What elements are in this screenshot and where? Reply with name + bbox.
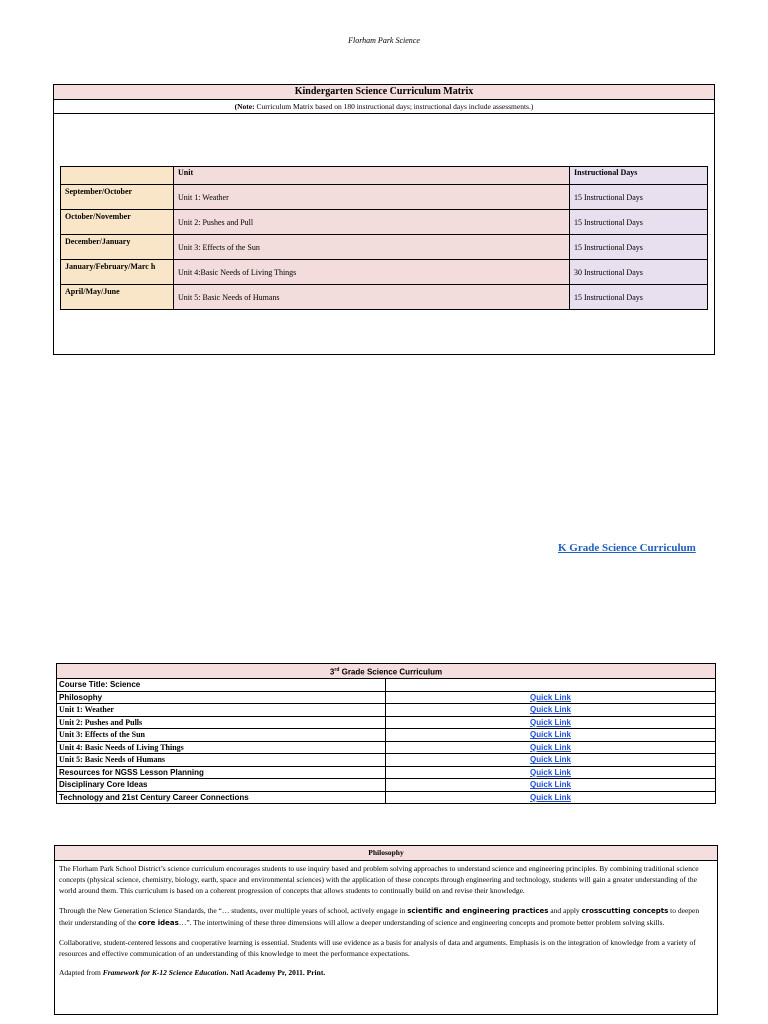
quick-link-unit-4[interactable]: Quick Link [386,741,716,754]
matrix-title: Kindergarten Science Curriculum Matrix [54,85,714,100]
p2-core-ideas: core ideas [138,918,179,927]
philosophy-citation [59,967,713,978]
row-label: Course Title: Science [57,679,386,692]
note-prefix: (Note: [234,102,255,111]
table-row [57,729,716,742]
unit-cell: Unit 4:Basic Needs of Living Things [174,260,570,285]
matrix-note [54,100,714,114]
philosophy-body [55,861,717,989]
header-unit: Unit [174,167,570,185]
title-num: 3 [329,667,335,677]
table-row [57,741,716,754]
philosophy-title: Philosophy [55,846,717,861]
units-header-row [61,167,708,185]
row-label: Unit 4: Basic Needs of Living Things [57,741,386,754]
philosophy-section [54,845,718,1015]
days-cell: 15 Instructional Days [570,285,708,310]
header-period-cell [61,167,174,185]
citation-source: . Natl Academy Pr, 2011. Print. [226,968,326,978]
quick-link-philosophy[interactable]: Quick Link [386,691,716,704]
table-row [61,210,708,235]
p2-practices: scientific and engineering practices [407,906,549,915]
unit-cell: Unit 1: Weather [174,185,570,210]
quick-link-technology[interactable]: Quick Link [386,791,716,804]
period-cell: September/October [61,185,174,210]
unit-cell: Unit 2: Pushes and Pull [174,210,570,235]
row-label: Unit 5: Basic Needs of Humans [57,754,386,767]
quick-link-unit-1[interactable]: Quick Link [386,704,716,717]
table-row [57,766,716,779]
quick-link-empty [386,679,716,692]
p2-crosscutting: crosscutting concepts [581,906,669,915]
period-cell: January/February/Marc h [61,260,174,285]
quick-link-unit-3[interactable]: Quick Link [386,729,716,742]
p2-text: to deepen their understanding of the [59,905,700,927]
quick-link-unit-2[interactable]: Quick Link [386,716,716,729]
table-row [57,691,716,704]
links-title-row [57,664,716,679]
table-row [57,754,716,767]
unit-cell: Unit 3: Effects of the Sun [174,235,570,260]
row-label: Unit 3: Effects of the Sun [57,729,386,742]
row-label: Technology and 21st Century Career Connections [57,791,386,804]
citation-prefix: Adapted from [59,968,103,978]
table-row [57,791,716,804]
days-cell: 15 Instructional Days [570,235,708,260]
p2-text: and apply [548,905,582,915]
note-text: Curriculum Matrix based on 180 instructional days; instructional days include assessments.) [254,102,534,111]
table-row [61,185,708,210]
period-cell: December/January [61,235,174,260]
table-row [57,779,716,792]
table-row [61,235,708,260]
period-cell: October/November [61,210,174,235]
row-label: Unit 2: Pushes and Pulls [57,716,386,729]
citation-title: Framework for K-12 Science Education [102,968,227,978]
curriculum-links-table [56,663,716,804]
philosophy-paragraph-3: Collaborative, student-centered lessons and cooperative learning is essential. Students will use evidence as a basis for analysis of data and arguments. Emphasis is on the integration of knowledge from a variety of resources and effective communication of an understanding of this knowledge to meet the performance expectations. [59,938,696,959]
table-row [61,260,708,285]
philosophy-paragraph-2 [59,905,713,929]
links-title [57,664,716,679]
row-label: Resources for NGSS Lesson Planning [57,766,386,779]
quick-link-core-ideas[interactable]: Quick Link [386,779,716,792]
curriculum-matrix [53,84,715,355]
p2-text: Through the New Generation Science Standards, the “… students, over multiple years of school, actively engage in [59,905,408,915]
days-cell: 15 Instructional Days [570,185,708,210]
period-cell: April/May/June [61,285,174,310]
row-label: Philosophy [57,691,386,704]
days-cell: 30 Instructional Days [570,260,708,285]
page-header: Florham Park Science [348,36,420,45]
table-row [57,704,716,717]
unit-cell: Unit 5: Basic Needs of Humans [174,285,570,310]
units-table [60,166,708,310]
table-row [57,716,716,729]
title-sup: rd [334,666,340,673]
philosophy-paragraph-1: The Florham Park School District’s science curriculum encourages students to use inquiry based and problem solving approaches to understand science and engineering principles. By combining traditional science concepts (physical science, chemistry, biology, earth, space and environmental sciences) with the application of these concepts through engineering and technology, students will gain a greater understanding of the world around them. This curriculum is based on a coherent progression of concepts that allows students to continually build on and revise their knowledge. [59,864,699,896]
title-rest: Grade Science Curriculum [339,667,443,677]
k-grade-curriculum-link[interactable]: K Grade Science Curriculum [558,542,696,554]
table-row [57,679,716,692]
row-label: Disciplinary Core Ideas [57,779,386,792]
quick-link-unit-5[interactable]: Quick Link [386,754,716,767]
table-row [61,285,708,310]
days-cell: 15 Instructional Days [570,210,708,235]
row-label: Unit 1: Weather [57,704,386,717]
p2-text: …”. The intertwining of these three dimensions will allow a deeper understanding of science and engineering concepts and promote better problem solving skills. [178,917,665,927]
header-days: Instructional Days [570,167,708,185]
quick-link-resources[interactable]: Quick Link [386,766,716,779]
